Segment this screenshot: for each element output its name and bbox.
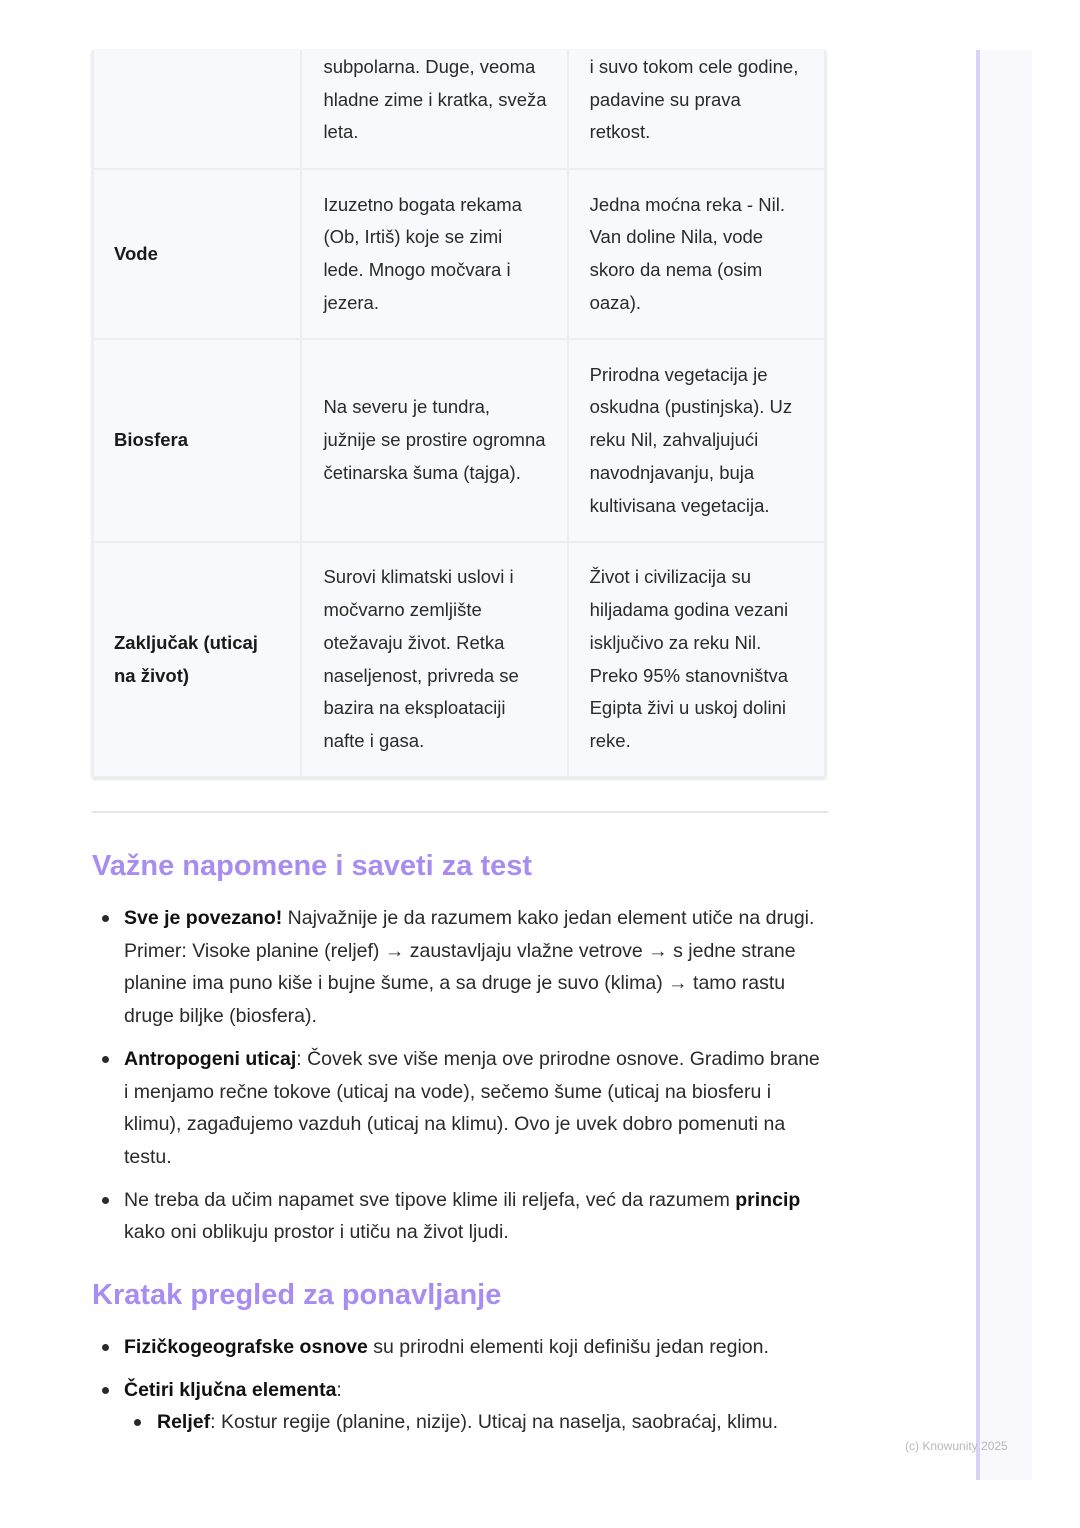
item-bold: princip — [735, 1188, 801, 1211]
table-row — [93, 542, 825, 777]
item-text: : Kostur regije (planine, nizije). Uticaj na naselja, saobraćaj, klimu. — [210, 1411, 779, 1434]
section-heading-review: Kratak pregled za ponavljanje — [92, 1279, 502, 1312]
document-content — [92, 50, 828, 1439]
list-item — [92, 902, 828, 1033]
section-divider — [92, 811, 828, 813]
item-text: : Čovek sve više menja ove prirodne osnove. Gradimo brane i menjamo rečne tokove (uticaj na vode), sečemo šume (uticaj na biosferu i klimu), zagađujemo vazduh (uticaj na klimu). Ovo je uvek dobro pomenuti na testu. — [124, 1047, 820, 1168]
row-label: Biosfera — [93, 339, 301, 542]
item-text: : — [336, 1378, 342, 1401]
cell-region-2: i suvo tokom cele godine, padavine su prava retkost. — [568, 50, 825, 169]
cell-region-1: subpolarna. Duge, veoma hladne zime i kratka, sveža leta. — [301, 50, 567, 169]
sub-list-item — [124, 1406, 828, 1439]
item-bold: Sve je povezano! — [124, 907, 283, 929]
item-text: Ne treba da učim napamet sve tipove klime ili reljefa, već da razumem — [124, 1188, 736, 1211]
item-text: Najvažnije je da razumem kako jedan element utiče na drugi. Primer: Visoke planine (reljef) → zaustavljaju vlažne vetrove → s jedne strane planine ima puno kiše i bujne šume, a sa druge je suvo (klima) → tamo rastu druge biljke (biosfera). — [124, 907, 815, 1028]
cell-region-1: Izuzetno bogata rekama (Ob, Irtiš) koje se zimi lede. Mnogo močvara i jezera. — [301, 169, 567, 339]
row-label: Zaključak (uticaj na život) — [93, 542, 301, 777]
side-panel — [976, 50, 1032, 1480]
item-bold: Fizičkogeografske osnove — [124, 1336, 368, 1359]
list-item — [92, 1184, 828, 1249]
cell-region-1: Na severu je tundra, južnije se prostire ogromna četinarska šuma (tajga). — [301, 339, 567, 542]
sub-list — [124, 1406, 828, 1439]
item-text: su prirodni elementi koji definišu jedan region. — [367, 1336, 769, 1359]
row-label: Vode — [93, 169, 301, 339]
item-bold: Četiri ključna elementa — [124, 1378, 337, 1401]
list-item — [92, 1043, 828, 1174]
cell-region-2: Jedna moćna reka - Nil. Van doline Nila, vode skoro da nema (osim oaza). — [568, 169, 825, 339]
section-heading-tips: Važne napomene i saveti za test — [92, 850, 533, 882]
list-item — [92, 1374, 828, 1439]
item-text: kako oni oblikuju prostor i utiču na život ljudi. — [124, 1221, 509, 1244]
cell-region-2: Prirodna vegetacija je oskudna (pustinjska). Uz reku Nil, zahvaljujući navodnjavanju, buja kultivisana vegetacija. — [568, 339, 825, 542]
item-bold: Antropogeni uticaj — [124, 1047, 297, 1070]
copyright-footer: (c) Knowunity 2025 — [905, 1439, 1008, 1453]
cell-region-2: Život i civilizacija su hiljadama godina vezani isključivo za reku Nil. Preko 95% stanovništva Egipta živi u uskoj dolini reke. — [568, 542, 825, 777]
review-list — [92, 1331, 828, 1439]
list-item — [92, 1331, 828, 1364]
tips-list — [92, 902, 828, 1249]
row-label — [93, 50, 301, 169]
table-row — [93, 50, 825, 169]
comparison-table — [92, 50, 826, 778]
item-bold: Reljef — [157, 1411, 211, 1434]
cell-region-1: Surovi klimatski uslovi i močvarno zemljište otežavaju život. Retka naseljenost, privreda se bazira na eksploataciji nafte i gasa. — [301, 542, 567, 777]
table-row — [93, 169, 825, 339]
table-row — [93, 339, 825, 542]
